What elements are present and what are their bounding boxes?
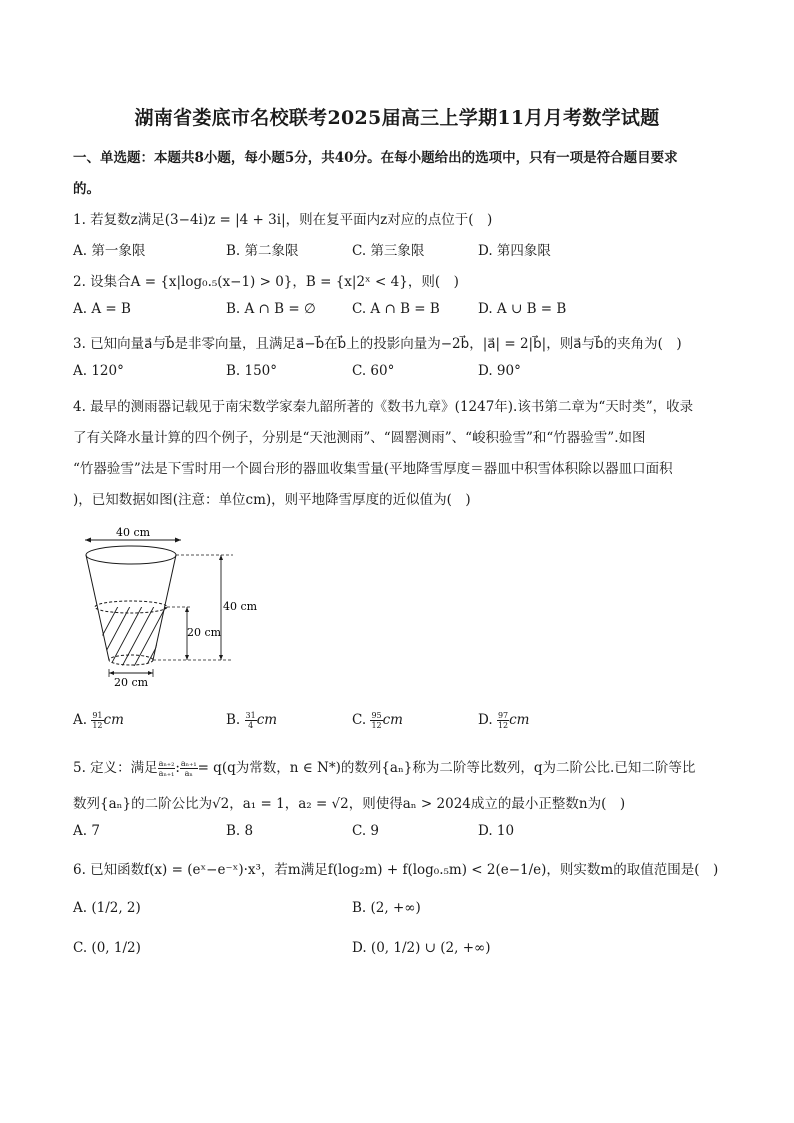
option-d: D. A ∪ B = B <box>478 301 567 317</box>
option-a: A. 120° <box>73 363 124 379</box>
option-c: C. 第三象限 <box>352 243 425 259</box>
question-1-stem: 1. 若复数z满足(3−4i)z = |4 + 3i|，则在复平面内z对应的点位于( ) <box>73 212 493 228</box>
question-4-stem-line1: 4. 最早的测雨器记载见于南宋数学家秦九韶所著的《数书九章》(1247年).该书第二章为“天时类”，收录 <box>73 399 694 415</box>
option-c: C. 60° <box>352 363 395 379</box>
section-header: 一、单选题：本题共8小题，每小题5分，共40分。在每小题给出的选项中，只有一项是符合题目要求 <box>73 150 678 166</box>
height-label: 40 cm <box>222 600 258 613</box>
option-a: A. A = B <box>73 301 131 317</box>
question-4-stem-line3: “竹器验雪”法是下雪时用一个圆台形的器皿收集雪量(平地降雪厚度＝器皿中积雪体积除以器皿口面积 <box>73 461 673 477</box>
option-d: D. (0, 1/2) ∪ (2, +∞) <box>352 940 491 956</box>
arrow-right-head <box>175 538 181 543</box>
option-a: A. (1/2, 2) <box>73 900 141 916</box>
question-5-stem-line1: 5. 定义：满足 $\frac{\text{aₙ₊₂}}{\text{aₙ₊₁}}$ : $\frac{\text{aₙ₊₁}}{\text{aₙ}}$ = q(q为常数，n ∈ N*)的数列{aₙ}称为二阶等比数列，q为二阶公比.已知二阶等比 <box>73 759 696 778</box>
option-b: B. 第二象限 <box>226 243 299 259</box>
option-b: B. $\frac{31}{4}$ cm <box>226 711 278 730</box>
frustum-diagram <box>73 522 273 692</box>
arrow-left-head <box>85 538 91 543</box>
left-side <box>86 555 109 660</box>
option-c: C. A ∩ B = B <box>352 301 440 317</box>
option-d: D. $\frac{97}{12}$ cm <box>478 711 530 730</box>
option-b: B. 150° <box>226 363 278 379</box>
option-b: B. A ∩ B = ∅ <box>226 301 316 317</box>
top-width-label: 40 cm <box>115 526 151 539</box>
option-d: D. 第四象限 <box>478 243 551 259</box>
question-4-stem-line4: )，已知数据如图(注意：单位cm)，则平地降雪厚度的近似值为( ) <box>73 492 471 508</box>
option-c: C. $\frac{95}{12}$ cm <box>352 711 403 730</box>
option-b: B. (2, +∞) <box>352 900 421 916</box>
option-c: C. (0, 1/2) <box>73 940 141 956</box>
page-title: 湖南省娄底市名校联考2025届高三上学期11月月考数学试题 <box>134 107 660 129</box>
top-rim <box>86 546 176 564</box>
snow-surface <box>95 601 167 613</box>
bucket-figure <box>73 522 273 696</box>
question-5-stem-line2: 数列{aₙ}的二阶公比为√2，a₁ = 1，a₂ = √2，则使得aₙ > 2024成立的最小正整数n为( ) <box>73 796 626 812</box>
option-c: C. 9 <box>352 823 380 839</box>
option-d: D. 10 <box>478 823 515 839</box>
question-6-stem: 6. 已知函数f(x) = (eˣ−e⁻ˣ)·x³，若m满足f(log₂m) + f(log₀.₅m) < 2(e−1/e)，则实数m的取值范围是( ) <box>73 862 719 878</box>
section-header-cont: 的。 <box>73 181 100 197</box>
right-side <box>153 555 176 660</box>
option-a: A. $\frac{91}{12}$ cm <box>73 711 124 730</box>
option-b: B. 8 <box>226 823 254 839</box>
question-4-stem-line2: 了有关降水量计算的四个例子，分别是“天池测雨”、“圆罂测雨”、“峻积验雪”和“竹器验雪”.如图 <box>73 430 646 446</box>
snow-depth-label: 20 cm <box>186 626 222 639</box>
bottom-width-label: 20 cm <box>113 676 149 689</box>
option-a: A. 7 <box>73 823 100 839</box>
question-2-stem: 2. 设集合A = {x|log₀.₅(x−1) > 0}，B = {x|2ˣ < 4}，则( ) <box>73 274 459 290</box>
option-a: A. 第一象限 <box>73 243 146 259</box>
question-3-stem: 3. 已知向量a⃗与b⃗是非零向量，且满足a⃗−b⃗在b⃗上的投影向量为−2b⃗，|a⃗| = 2|b⃗|，则a⃗与b⃗的夹角为( ) <box>73 336 682 352</box>
option-d: D. 90° <box>478 363 521 379</box>
